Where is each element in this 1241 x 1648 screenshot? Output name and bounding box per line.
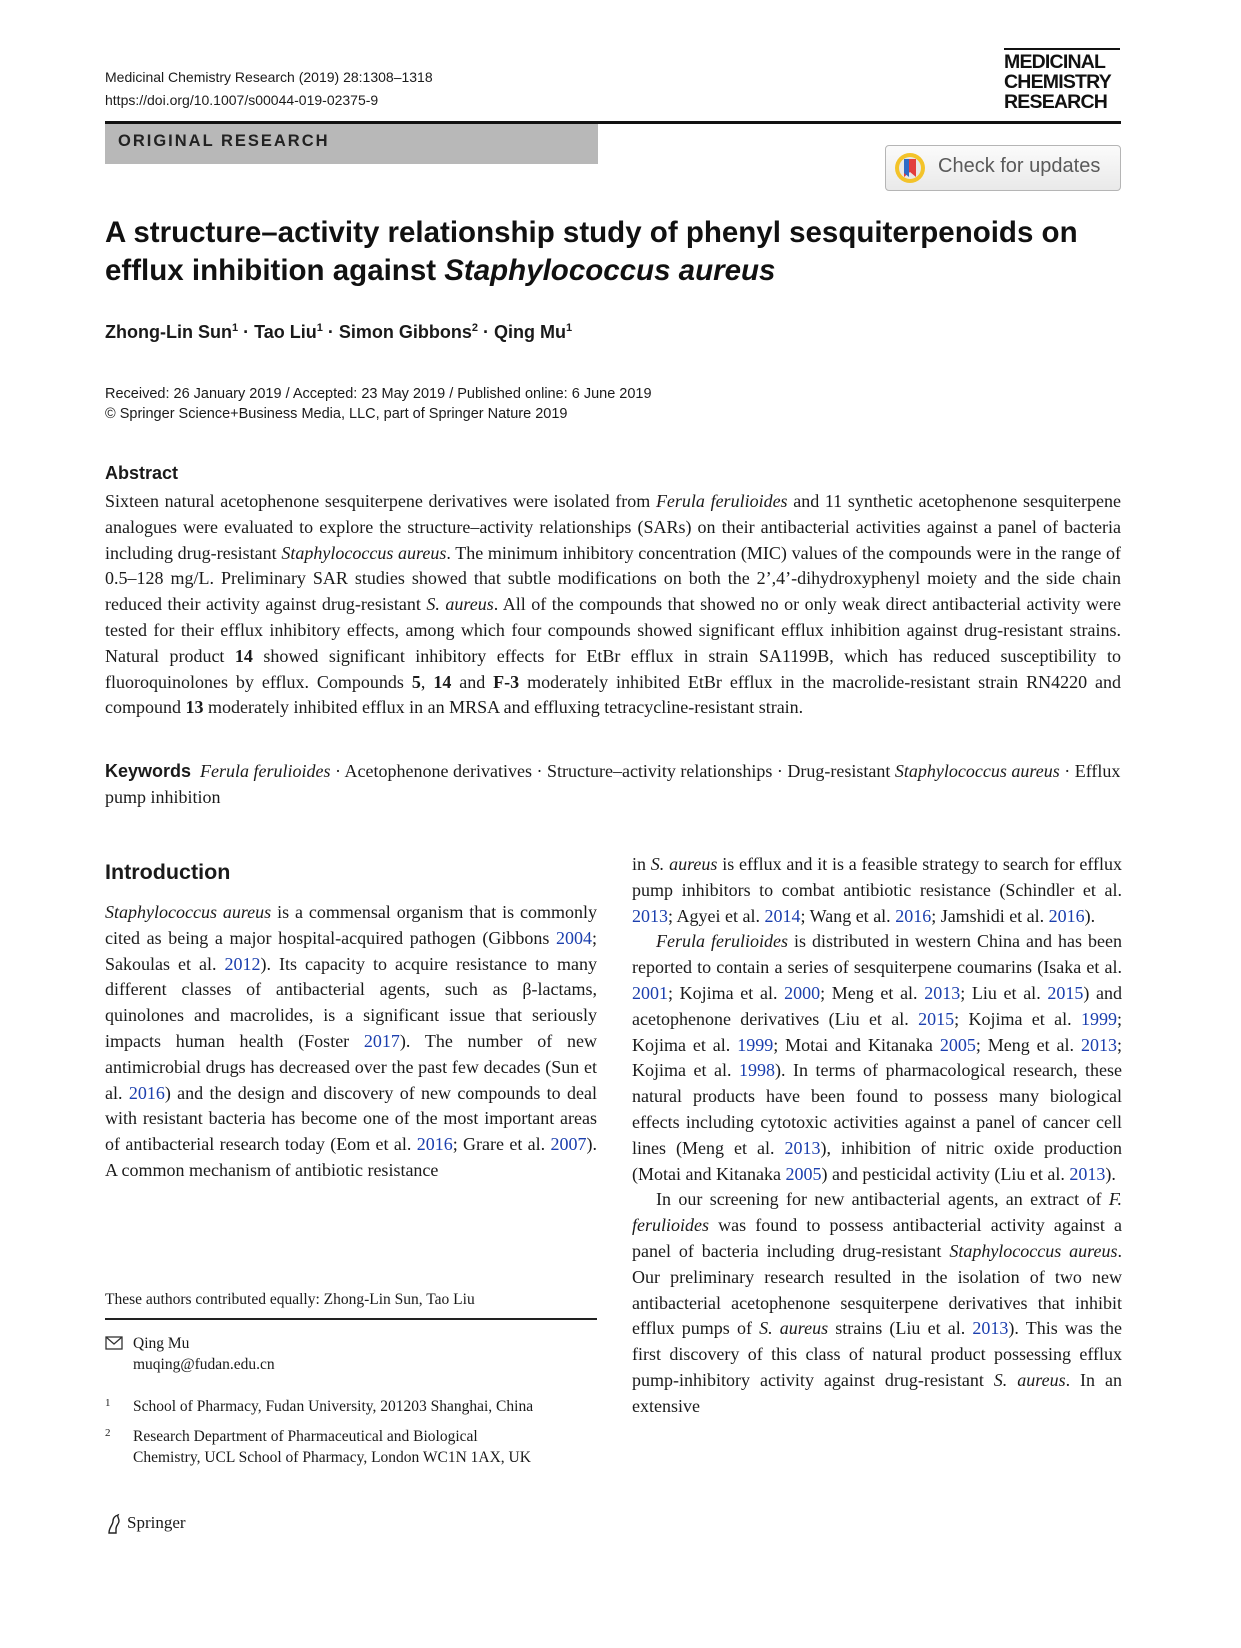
corresponding-name: Qing Mu bbox=[133, 1335, 190, 1352]
author-name[interactable]: Zhong-Lin Sun bbox=[105, 322, 232, 342]
equal-contribution-note: These authors contributed equally: Zhong-Lin Sun, Tao Liu bbox=[105, 1291, 475, 1308]
copyright: © Springer Science+Business Media, LLC, part of Springer Nature 2019 bbox=[105, 406, 568, 422]
citation-link[interactable]: 2013 bbox=[1069, 1163, 1106, 1184]
citation-link[interactable]: 2017 bbox=[363, 1030, 400, 1051]
envelope-icon bbox=[105, 1336, 123, 1350]
article-dates bbox=[105, 384, 652, 424]
intro-left-paragraph: Staphylococcus aureus is a commensal organism that is commonly cited as being a major hospital-acquired pathogen (Gibbons 2004; Sakoulas et al. 2012). Its capacity to acquire resistance to many different classes of antibacterial agents, such as β-lactams, quinolones and macrolides, is a significant issue that seriously impacts human health (Foster 2017). The number of new antimicrobial drugs has decreased over the past few decades (Sun et al. 2016) and the design and discovery of new compounds to deal with resistant bacteria has become one of the most important areas of antibacterial research today (Eom et al. 2016; Grare et al. 2007). A common mechanism of antibiotic resistance bbox=[105, 902, 598, 1180]
citation-link[interactable]: 2016 bbox=[1048, 905, 1085, 926]
citation-link[interactable]: 2013 bbox=[632, 905, 668, 926]
intro-right-paragraph-3: In our screening for new antibacterial agents, an extract of F. ferulioides was found to possess antibacterial activity against a panel of bacteria including drug-resistant Staphylococcus aureus. Our preliminary research resulted in the isolation of two new antibacterial acetophenone sesquiterpene derivatives that inhibit efflux pumps of S. aureus strains (Liu et al. 2013). This was the first discovery of this class of natural product possessing efflux pump-inhibitory activity against drug-resistant S. aureus. In an extensive bbox=[632, 1189, 1123, 1416]
journal-citation bbox=[105, 66, 433, 112]
logo-rule bbox=[1004, 48, 1120, 50]
citation-link[interactable]: 1999 bbox=[1080, 1008, 1117, 1029]
corresponding-author bbox=[133, 1333, 275, 1375]
citation-link[interactable]: 2013 bbox=[972, 1318, 1009, 1339]
citation-link[interactable]: 2004 bbox=[555, 927, 592, 948]
citation-link[interactable]: 2012 bbox=[224, 953, 261, 974]
footnote-rule bbox=[105, 1318, 597, 1320]
author-name[interactable]: Qing Mu bbox=[494, 322, 566, 342]
publisher-name: Springer bbox=[127, 1513, 186, 1532]
citation-link[interactable]: 1998 bbox=[739, 1060, 776, 1081]
citation-link[interactable]: 2001 bbox=[632, 982, 668, 1003]
date-history: Received: 26 January 2019 / Accepted: 23 May 2019 / Published online: 6 June 2019 bbox=[105, 386, 652, 402]
journal-logo: MEDICINAL CHEMISTRY RESEARCH bbox=[1004, 51, 1111, 113]
article-title: A structure–activity relationship study of phenyl sesquiterpenoids on efflux inhibition against Staphylococcus aureus bbox=[105, 216, 1078, 287]
affiliation-1: School of Pharmacy, Fudan University, 201203 Shanghai, China bbox=[133, 1398, 534, 1415]
springer-horse-icon bbox=[105, 1513, 123, 1535]
intro-right-paragraph-1: in S. aureus is efflux and it is a feasible strategy to search for efflux pump inhibitors to combat antibiotic resistance (Schindler et al. 2013; Agyei et al. 2014; Wang et al. 2016; Jamshidi et al. 2016). bbox=[632, 854, 1122, 926]
introduction-heading: Introduction bbox=[105, 860, 231, 884]
citation-link[interactable]: 2015 bbox=[918, 1008, 955, 1029]
section-label: ORIGINAL RESEARCH bbox=[118, 132, 330, 150]
crossmark-icon bbox=[893, 151, 927, 185]
citation-link[interactable]: 2005 bbox=[785, 1163, 822, 1184]
affiliation-2-number: 2 bbox=[105, 1427, 111, 1439]
corresponding-email[interactable]: muqing@fudan.edu.cn bbox=[133, 1356, 275, 1373]
citation-link[interactable]: 2007 bbox=[550, 1134, 587, 1155]
citation-link[interactable]: 2014 bbox=[764, 905, 801, 926]
citation-link[interactable]: 2000 bbox=[784, 982, 821, 1003]
citation-link[interactable]: 2016 bbox=[416, 1134, 453, 1155]
affiliation-1-number: 1 bbox=[105, 1397, 111, 1409]
abstract-heading: Abstract bbox=[105, 463, 179, 483]
citation-link[interactable]: 1999 bbox=[737, 1034, 774, 1055]
citation-link[interactable]: 2016 bbox=[895, 905, 932, 926]
keywords-label: Keywords bbox=[105, 761, 192, 781]
intro-right-paragraph-2: Ferula ferulioides is distributed in western China and has been reported to contain a series of sesquiterpene coumarins (Isaka et al. 2001; Kojima et al. 2000; Meng et al. 2013; Liu et al. 2015) and acetophenone derivatives (Liu et al. 2015; Kojima et al. 1999; Kojima et al. 1999; Motai and Kitanaka 2005; Meng et al. 2013; Kojima et al. 1998). In terms of pharmacological research, these natural products have been found to possess many biological effects including cytotoxic activities against a panel of cancer cell lines (Meng et al. 2013), inhibition of nitric oxide production (Motai and Kitanaka 2005) and pesticidal activity (Liu et al. 2013). bbox=[632, 931, 1123, 1184]
citation-link[interactable]: 2015 bbox=[1047, 982, 1084, 1003]
citation-link[interactable]: 2013 bbox=[924, 982, 961, 1003]
author-list: Zhong-Lin Sun$^1$ · Tao Liu$^1$ · Simon Gibbons$^2$ · Qing Mu$^1$ bbox=[105, 322, 573, 342]
citation-link[interactable]: 2016 bbox=[128, 1082, 165, 1103]
author-name[interactable]: Simon Gibbons bbox=[338, 322, 472, 342]
citation-link[interactable]: 2013 bbox=[784, 1137, 821, 1158]
intro-right-column bbox=[632, 852, 1122, 1420]
check-updates-label[interactable]: Check for updates bbox=[938, 155, 1101, 177]
citation-link[interactable]: 2013 bbox=[1080, 1034, 1117, 1055]
keywords: Keywords Ferula ferulioides · Acetophenone derivatives · Structure–activity relationships · Drug-resistant Staphylococcus aureus · Efflux pump inhibition bbox=[105, 761, 1121, 807]
citation-link[interactable]: 2005 bbox=[939, 1034, 976, 1055]
affiliation-2: Research Department of Pharmaceutical and Biological Chemistry, UCL School of Pharmacy, London WC1N 1AX, UK bbox=[133, 1428, 531, 1466]
author-name[interactable]: Tao Liu bbox=[254, 322, 317, 342]
doi-link[interactable]: https://doi.org/10.1007/s00044-019-02375-9 bbox=[105, 92, 379, 108]
journal-line: Medicinal Chemistry Research (2019) 28:1308–1318 bbox=[105, 69, 433, 85]
abstract-body: Sixteen natural acetophenone sesquiterpene derivatives were isolated from Ferula ferulioides and 11 synthetic acetophenone sesquiterpene analogues were evaluated to explore the structure–activity relationships (SARs) on their antibacterial activities against a panel of bacteria including drug-resistant Staphylococcus aureus. The minimum inhibitory concentration (MIC) values of the compounds were in the range of 0.5–128 mg/L. Preliminary SAR studies showed that subtle modifications on both the 2’,4’-dihydroxyphenyl moiety and the side chain reduced their activity against drug-resistant S. aureus. All of the compounds that showed no or only weak direct antibacterial activity were tested for their efflux inhibitory effects, among which four compounds showed significant efflux inhibition against drug-resistant strains. Natural product 14 showed significant inhibitory effects for EtBr efflux in strain SA1199B, which has reduced susceptibility to fluoroquinolones by efflux. Compounds 5, 14 and F-3 moderately inhibited EtBr efflux in the macrolide-resistant strain RN4220 and compound 13 moderately inhibited efflux in an MRSA and effluxing tetracycline-resistant strain. bbox=[105, 491, 1122, 718]
